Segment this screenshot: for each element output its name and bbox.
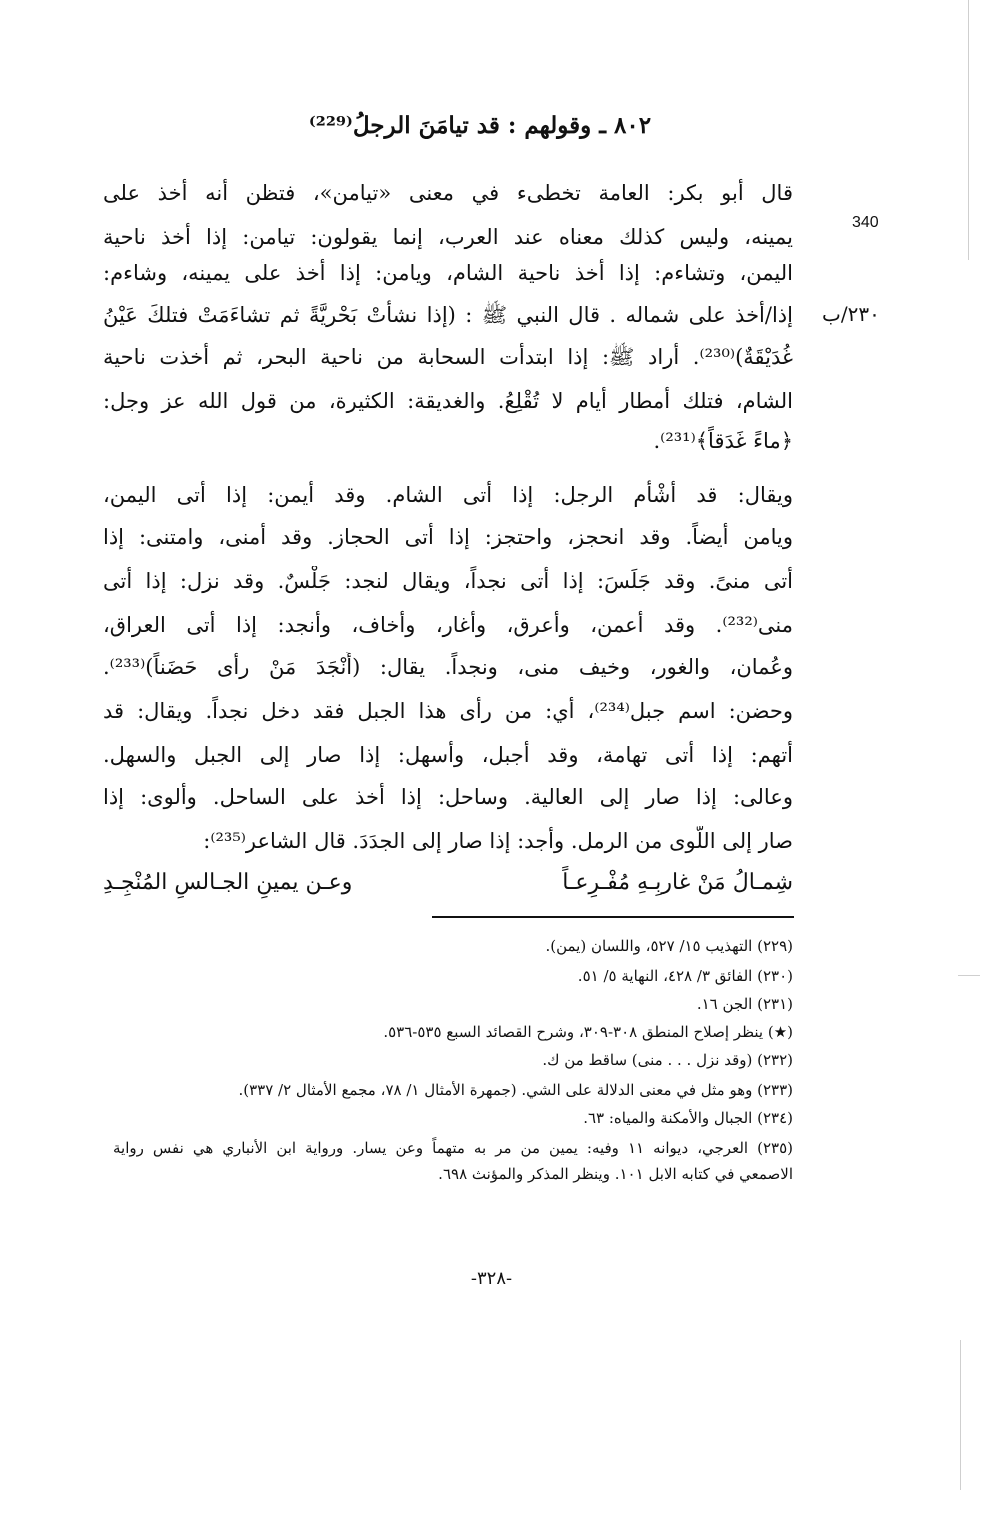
scan-edge-mark (960, 1340, 961, 1490)
body-line: أتى منىً. وقد جَلَسَ: إذا أتى نجداً، ويقال لنجد: جَلْسٌ. وقد نزل: إذا أتى (103, 569, 793, 593)
body-line: ويقال: قد أشْأم الرجل: إذا أتى الشام. وقد أيمن: إذا أتى اليمن، (103, 483, 793, 507)
body-line: وعُمان، والغور، وخيف منى، ونجداً. يقال: (أَنْجَدَ مَنْ رأى حَضَناً)⁽²³³⁾. (103, 655, 793, 679)
footnote: (٢٣٣) وهو مثل في معنى الدلالة على الشي. (جمهرة الأمثال ١/ ٧٨، مجمع الأمثال ٢/ ٣٣٧). (238, 1081, 793, 1099)
footnote: (٢٣١) الجن ١٦. (696, 995, 793, 1013)
body-line: أتهم: إذا أتى تهامة، وقد أجبل، وأسهل: إذا صار إلى الجبل والسهل. (103, 743, 793, 767)
footnote: (٢٣٠) الفائق ٣/ ٤٢٨، النهاية ٥/ ٥١. (577, 967, 793, 985)
margin-folio-reference: ٢٣٠/ب (822, 302, 880, 326)
footnote: (٢٣٢) (وقد نزل . . . منى) ساقط من ك. (542, 1051, 793, 1069)
body-line: منى⁽²³²⁾. وقد أعمن، وأعرق، وأغار، وأخاف، وأنجد: إذا أتى العراق، (103, 613, 793, 637)
body-line: وحضن: اسم جبل⁽²³⁴⁾، أي: من رأى هذا الجبل فقد دخل نجداً. ويقال: قد (103, 699, 793, 723)
verse-first-hemistich: شِمـالُ مَنْ غاربِـهِ مُفْـرِعـاً (562, 870, 793, 895)
body-line: ويامن أيضاً. وقد انحجز، واحتجز: إذا أتى الحجاز. وقد أمنى، وامتنى: إذا (103, 525, 793, 549)
body-line: وعالى: إذا صار إلى العالية. وساحل: إذا أخذ على الساحل. وألوى: إذا (103, 785, 793, 809)
margin-page-reference: 340 (852, 214, 879, 231)
page-number: -٣٢٨- (470, 1268, 513, 1289)
body-line: اليمن، وتشاءم: إذا أخذ ناحية الشام، ويامن: إذا أخذ على يمينه، وشاءم: (103, 261, 793, 285)
scan-edge-mark (958, 975, 980, 976)
body-line: ﴿ماءً غَدَقاً﴾⁽²³¹⁾. (653, 429, 793, 453)
footnote: الاصمعي في كتابه الابل ١٠١. وينظر المذكر والمؤنث ٦٩٨. (438, 1165, 793, 1183)
footnote: (٢٢٩) التهذيب ١٥/ ٥٢٧، واللسان (يمن). (545, 937, 793, 955)
scan-edge-mark (968, 0, 969, 260)
entry-title: ٨٠٢ ـ وقولهم : قد تيامَنَ الرجلُ⁽²²⁹⁾ (308, 112, 652, 139)
verse-second-hemistich: وعـن يمينِ الجـالسِ المُنْجِـدِ (103, 870, 353, 895)
body-line: غُدَيْقَةٌ)⁽²³⁰⁾. أراد ﷺ: إذا ابتدأت السحابة من ناحية البحر، ثم أخذت ناحية (103, 345, 793, 369)
body-line: صار إلى اللّوى من الرمل. وأجد: إذا صار إلى الجدَدَ. قال الشاعر⁽²³⁵⁾: (203, 829, 793, 853)
body-line: إذا/أخذ على شماله . قال النبي ﷺ : (إذا نشأتْ بَحْريَّةً ثم تشاءَمَتْ فتلكَ عَيْنُ (103, 303, 793, 327)
footnote: (★) ينظر إصلاح المنطق ٣٠٨-٣٠٩، وشرح القصائد السبع ٥٣٥-٥٣٦. (383, 1023, 793, 1041)
body-line: يمينه، وليس كذلك معناه عند العرب، إنما يقولون: تيامن: إذا أخذ ناحية (103, 225, 793, 249)
footnote: (٢٣٥) العرجي، ديوانه ١١ وفيه: يمين من مر به متهماً وعن يسار. ورواية ابن الأنباري هي نفس رواية (113, 1139, 793, 1157)
body-line: قال أبو بكر: العامة تخطىء في معنى «تيامن»، فتظن أنه أخذ على (103, 181, 793, 205)
footnote: (٢٣٤) الجبال والأمكنة والمياه: ٦٣. (583, 1109, 793, 1127)
body-line: الشام، فتلك أمطار أيام لا تُقْلِعُ. والغديقة: الكثيرة، من قول الله عز وجل: (103, 389, 793, 413)
footnote-separator (432, 916, 794, 918)
